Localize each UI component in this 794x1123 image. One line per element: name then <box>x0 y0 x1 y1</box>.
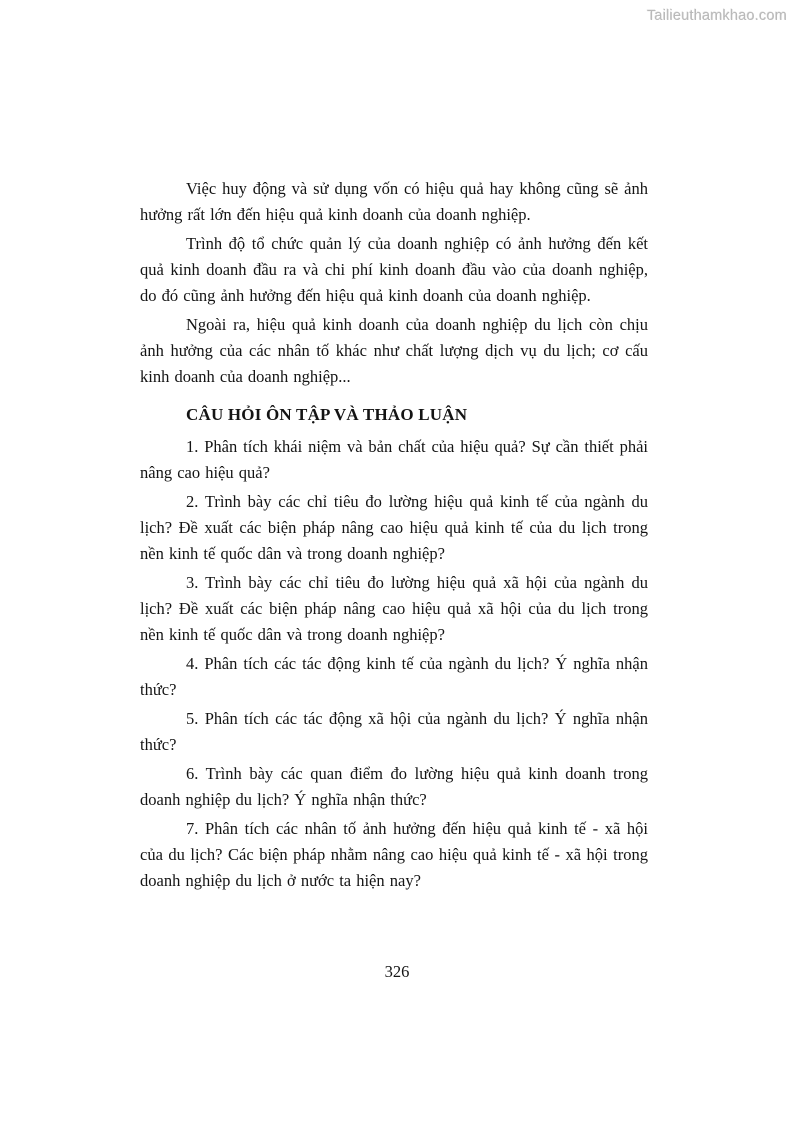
section-heading: CÂU HỎI ÔN TẬP VÀ THẢO LUẬN <box>186 405 468 424</box>
body-paragraph: Trình độ tổ chức quản lý của doanh nghiệp có ảnh hưởng đến kết quả kinh doanh đầu ra và chi phí kinh doanh đầu vào của doanh nghiệp, do đó cũng ảnh hưởng đến hiệu quả kinh doanh của doanh nghiệp. <box>140 234 648 305</box>
review-question: 4. Phân tích các tác động kinh tế của ngành du lịch? Ý nghĩa nhận thức? <box>140 654 648 699</box>
page-body <box>140 176 648 897</box>
review-question: 5. Phân tích các tác động xã hội của ngành du lịch? Ý nghĩa nhận thức? <box>140 709 648 754</box>
body-paragraph: Ngoài ra, hiệu quả kinh doanh của doanh nghiệp du lịch còn chịu ảnh hưởng của các nhân tố khác như chất lượng dịch vụ du lịch; cơ cấu kinh doanh của doanh nghiệp... <box>140 315 648 386</box>
body-paragraph: Việc huy động và sử dụng vốn có hiệu quả hay không cũng sẽ ảnh hưởng rất lớn đến hiệu quả kinh doanh của doanh nghiệp. <box>140 179 648 224</box>
review-question: 1. Phân tích khái niệm và bản chất của hiệu quả? Sự cần thiết phải nâng cao hiệu quả? <box>140 437 648 482</box>
watermark-text: Tailieuthamkhao.com <box>646 8 787 24</box>
review-question: 3. Trình bày các chỉ tiêu đo lường hiệu quả xã hội của ngành du lịch? Đề xuất các biện pháp nâng cao hiệu quả xã hội của du lịch trong nền kinh tế quốc dân và trong doanh nghiệp? <box>140 573 648 644</box>
review-question: 2. Trình bày các chỉ tiêu đo lường hiệu quả kinh tế của ngành du lịch? Đề xuất các biện pháp nâng cao hiệu quả kinh tế của du lịch trong nền kinh tế quốc dân và trong doanh nghiệp? <box>140 492 648 563</box>
review-question: 7. Phân tích các nhân tố ảnh hưởng đến hiệu quả kinh tế - xã hội của du lịch? Các biện pháp nhằm nâng cao hiệu quả kinh tế - xã hội trong doanh nghiệp du lịch ở nước ta hiện nay? <box>140 819 648 890</box>
review-question: 6. Trình bày các quan điểm đo lường hiệu quả kinh doanh trong doanh nghiệp du lịch? Ý nghĩa nhận thức? <box>140 764 648 809</box>
page-number: 326 <box>384 962 410 981</box>
